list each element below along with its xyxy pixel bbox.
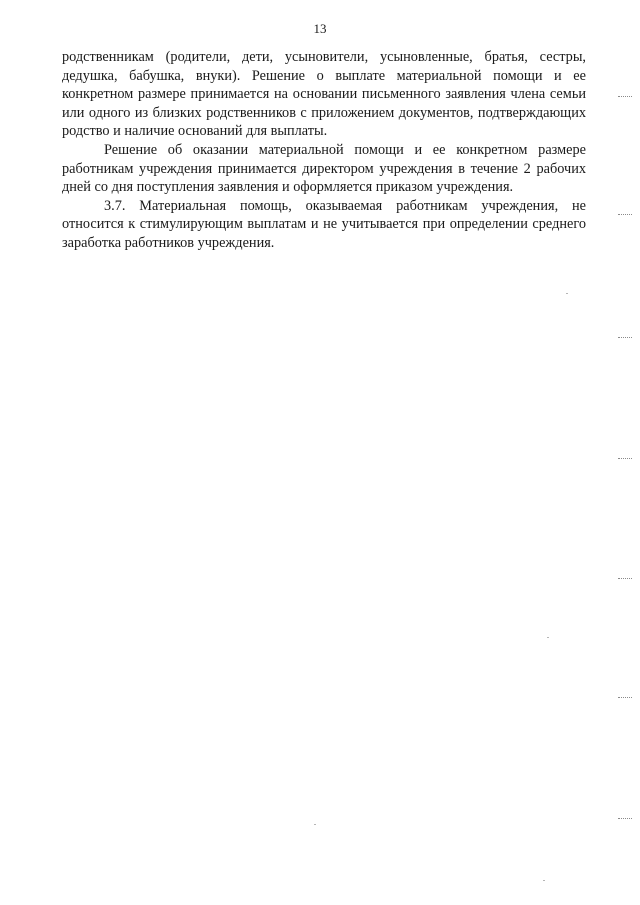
scan-speck	[566, 293, 568, 294]
scan-edge-mark	[618, 578, 632, 581]
scan-speck	[547, 637, 549, 638]
scan-edge-mark	[618, 214, 632, 217]
scan-speck	[314, 824, 316, 825]
scan-speck	[543, 880, 545, 881]
paragraph-3-7: 3.7. Материальная помощь, оказываемая работникам учреждения, не относится к стимулирующим выплатам и не учитывается при определении среднего заработка работников учреждения.	[62, 197, 586, 251]
scan-edge-mark	[618, 458, 632, 461]
scan-edge-mark	[618, 697, 632, 700]
scan-edge-mark	[618, 818, 632, 821]
document-body	[62, 48, 586, 253]
paragraph-continuation: родственникам (родители, дети, усыновители, усыновленные, братья, сестры, дедушка, бабушка, внуки). Решение о выплате материальной помощи и ее конкретном размере принимается на основании письменного заявления члена семьи или одного из близких родственников с приложением документов, подтверждающих родство и наличие оснований для выплаты.	[62, 49, 586, 140]
scan-edge-mark	[618, 337, 632, 340]
paragraph-decision: Решение об оказании материальной помощи и ее конкретном размере работникам учреждения принимается директором учреждения в течение 2 рабочих дней со дня поступления заявления и оформляется приказом учреждения.	[62, 141, 586, 196]
page-number: 13	[313, 21, 327, 36]
scan-edge-mark	[618, 96, 632, 99]
